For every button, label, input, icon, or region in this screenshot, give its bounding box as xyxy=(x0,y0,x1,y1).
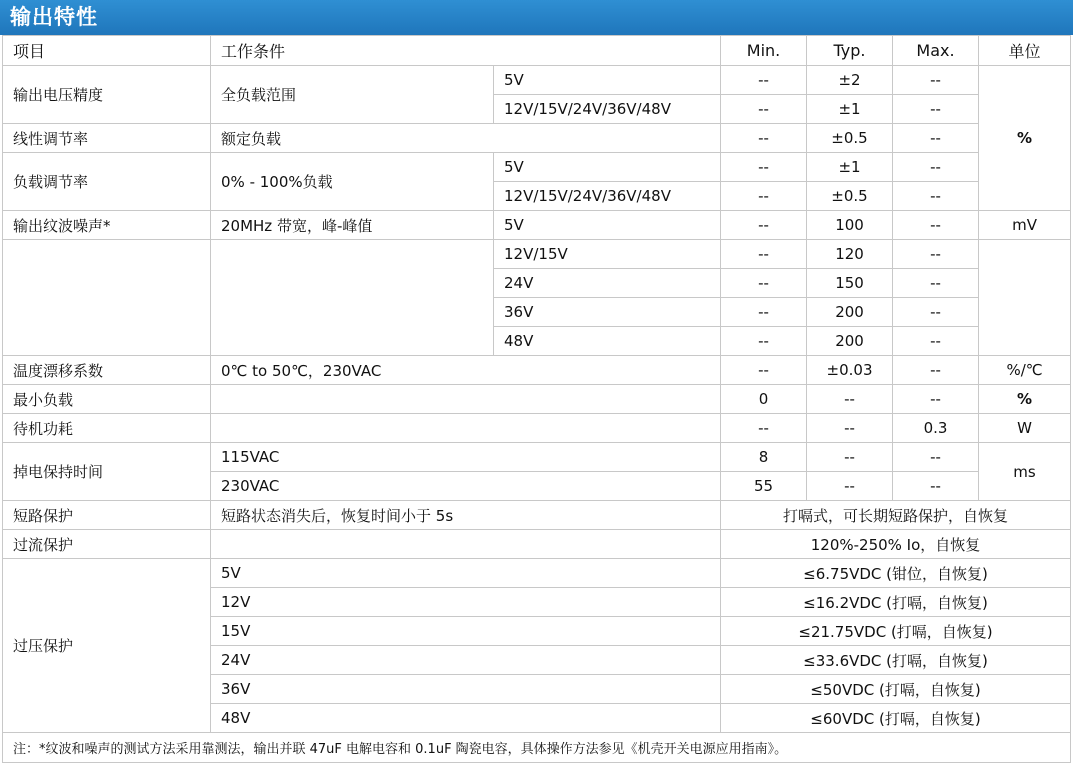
row-label: 最小负载 xyxy=(3,385,211,414)
protection-value: ≤50VDC (打嗝，自恢复) xyxy=(721,675,1071,704)
typ-value: ±2 xyxy=(807,66,893,95)
typ-value: 100 xyxy=(807,211,893,240)
header-condition: 工作条件 xyxy=(211,36,721,66)
max-value: -- xyxy=(893,66,979,95)
protection-value: 打嗝式，可长期短路保护，自恢复 xyxy=(721,501,1071,530)
unit-value: mV xyxy=(979,211,1071,240)
unit-value: ms xyxy=(979,443,1071,501)
row-condition: 额定负载 xyxy=(211,124,721,153)
row-label: 输出纹波噪声* xyxy=(3,211,211,240)
output-voltage: 36V xyxy=(211,675,721,704)
table-row xyxy=(3,501,1071,530)
header-max: Max. xyxy=(893,36,979,66)
output-voltage: 12V/15V/24V/36V/48V xyxy=(494,182,721,211)
max-value: -- xyxy=(893,385,979,414)
output-voltage: 5V xyxy=(494,211,721,240)
table-row xyxy=(3,356,1071,385)
output-voltage: 5V xyxy=(494,153,721,182)
min-value: -- xyxy=(721,327,807,356)
header-typ: Typ. xyxy=(807,36,893,66)
min-value: -- xyxy=(721,182,807,211)
empty-cell xyxy=(211,414,721,443)
footnote: 注：*纹波和噪声的测试方法采用靠测法，输出并联 47uF 电解电容和 0.1uF 陶瓷电容，具体操作方法参见《机壳开关电源应用指南》。 xyxy=(3,733,1071,763)
typ-value: -- xyxy=(807,385,893,414)
row-label: 线性调节率 xyxy=(3,124,211,153)
row-label: 负载调节率 xyxy=(3,153,211,211)
typ-value: -- xyxy=(807,443,893,472)
output-voltage: 5V xyxy=(211,559,721,588)
max-value: -- xyxy=(893,182,979,211)
table-row xyxy=(3,559,1071,588)
output-voltage: 48V xyxy=(211,704,721,733)
typ-value: ±1 xyxy=(807,153,893,182)
protection-value: ≤21.75VDC (打嗝，自恢复) xyxy=(721,617,1071,646)
table-row xyxy=(3,124,1071,153)
table-row xyxy=(3,530,1071,559)
row-condition: 全负载范围 xyxy=(211,66,494,124)
row-condition: 0℃ to 50℃，230VAC xyxy=(211,356,721,385)
min-value: 0 xyxy=(721,385,807,414)
typ-value: -- xyxy=(807,472,893,501)
min-value: -- xyxy=(721,356,807,385)
max-value: -- xyxy=(893,356,979,385)
min-value: -- xyxy=(721,414,807,443)
row-label: 待机功耗 xyxy=(3,414,211,443)
typ-value: -- xyxy=(807,414,893,443)
header-item: 项目 xyxy=(3,36,211,66)
protection-value: ≤6.75VDC (钳位，自恢复) xyxy=(721,559,1071,588)
max-value: -- xyxy=(893,443,979,472)
typ-value: ±0.5 xyxy=(807,182,893,211)
typ-value: 200 xyxy=(807,298,893,327)
row-condition: 短路状态消失后，恢复时间小于 5s xyxy=(211,501,721,530)
empty-cell xyxy=(211,530,721,559)
empty-cell xyxy=(3,240,211,356)
unit-value: % xyxy=(979,66,1071,211)
row-condition: 20MHz 带宽，峰-峰值 xyxy=(211,211,494,240)
min-value: -- xyxy=(721,124,807,153)
min-value: 8 xyxy=(721,443,807,472)
typ-value: 120 xyxy=(807,240,893,269)
table-row xyxy=(3,385,1071,414)
unit-value: %/℃ xyxy=(979,356,1071,385)
row-condition: 115VAC xyxy=(211,443,721,472)
max-value: -- xyxy=(893,472,979,501)
table-row xyxy=(3,443,1071,472)
header-unit: 单位 xyxy=(979,36,1071,66)
output-voltage: 36V xyxy=(494,298,721,327)
row-label: 短路保护 xyxy=(3,501,211,530)
row-label: 掉电保持时间 xyxy=(3,443,211,501)
unit-value: W xyxy=(979,414,1071,443)
output-voltage: 12V/15V xyxy=(494,240,721,269)
min-value: -- xyxy=(721,153,807,182)
min-value: -- xyxy=(721,298,807,327)
max-value: -- xyxy=(893,327,979,356)
output-voltage: 15V xyxy=(211,617,721,646)
output-voltage: 12V/15V/24V/36V/48V xyxy=(494,95,721,124)
min-value: -- xyxy=(721,269,807,298)
table-row xyxy=(3,153,1071,182)
row-condition: 230VAC xyxy=(211,472,721,501)
output-voltage: 48V xyxy=(494,327,721,356)
empty-cell xyxy=(211,385,721,414)
row-label: 输出电压精度 xyxy=(3,66,211,124)
protection-value: 120%-250% Io，自恢复 xyxy=(721,530,1071,559)
max-value: -- xyxy=(893,124,979,153)
output-characteristics-table xyxy=(2,35,1071,763)
protection-value: ≤33.6VDC (打嗝，自恢复) xyxy=(721,646,1071,675)
min-value: -- xyxy=(721,211,807,240)
empty-cell xyxy=(979,240,1071,356)
header-min: Min. xyxy=(721,36,807,66)
max-value: -- xyxy=(893,211,979,240)
typ-value: 200 xyxy=(807,327,893,356)
typ-value: ±0.03 xyxy=(807,356,893,385)
typ-value: ±0.5 xyxy=(807,124,893,153)
max-value: -- xyxy=(893,153,979,182)
unit-value: % xyxy=(979,385,1071,414)
output-voltage: 24V xyxy=(211,646,721,675)
max-value: 0.3 xyxy=(893,414,979,443)
max-value: -- xyxy=(893,298,979,327)
max-value: -- xyxy=(893,269,979,298)
table-row xyxy=(3,66,1071,95)
row-condition: 0% - 100%负载 xyxy=(211,153,494,211)
min-value: -- xyxy=(721,66,807,95)
table-row xyxy=(3,240,1071,269)
table-row xyxy=(3,414,1071,443)
max-value: -- xyxy=(893,95,979,124)
min-value: -- xyxy=(721,95,807,124)
row-label: 过流保护 xyxy=(3,530,211,559)
output-voltage: 12V xyxy=(211,588,721,617)
row-label: 过压保护 xyxy=(3,559,211,733)
header-row xyxy=(3,36,1071,66)
min-value: -- xyxy=(721,240,807,269)
min-value: 55 xyxy=(721,472,807,501)
row-label: 温度漂移系数 xyxy=(3,356,211,385)
protection-value: ≤60VDC (打嗝，自恢复) xyxy=(721,704,1071,733)
output-voltage: 5V xyxy=(494,66,721,95)
protection-value: ≤16.2VDC (打嗝，自恢复) xyxy=(721,588,1071,617)
max-value: -- xyxy=(893,240,979,269)
empty-cell xyxy=(211,240,494,356)
section-title: 输出特性 xyxy=(0,0,1073,35)
footnote-row xyxy=(3,733,1071,763)
typ-value: 150 xyxy=(807,269,893,298)
output-voltage: 24V xyxy=(494,269,721,298)
typ-value: ±1 xyxy=(807,95,893,124)
table-row xyxy=(3,211,1071,240)
